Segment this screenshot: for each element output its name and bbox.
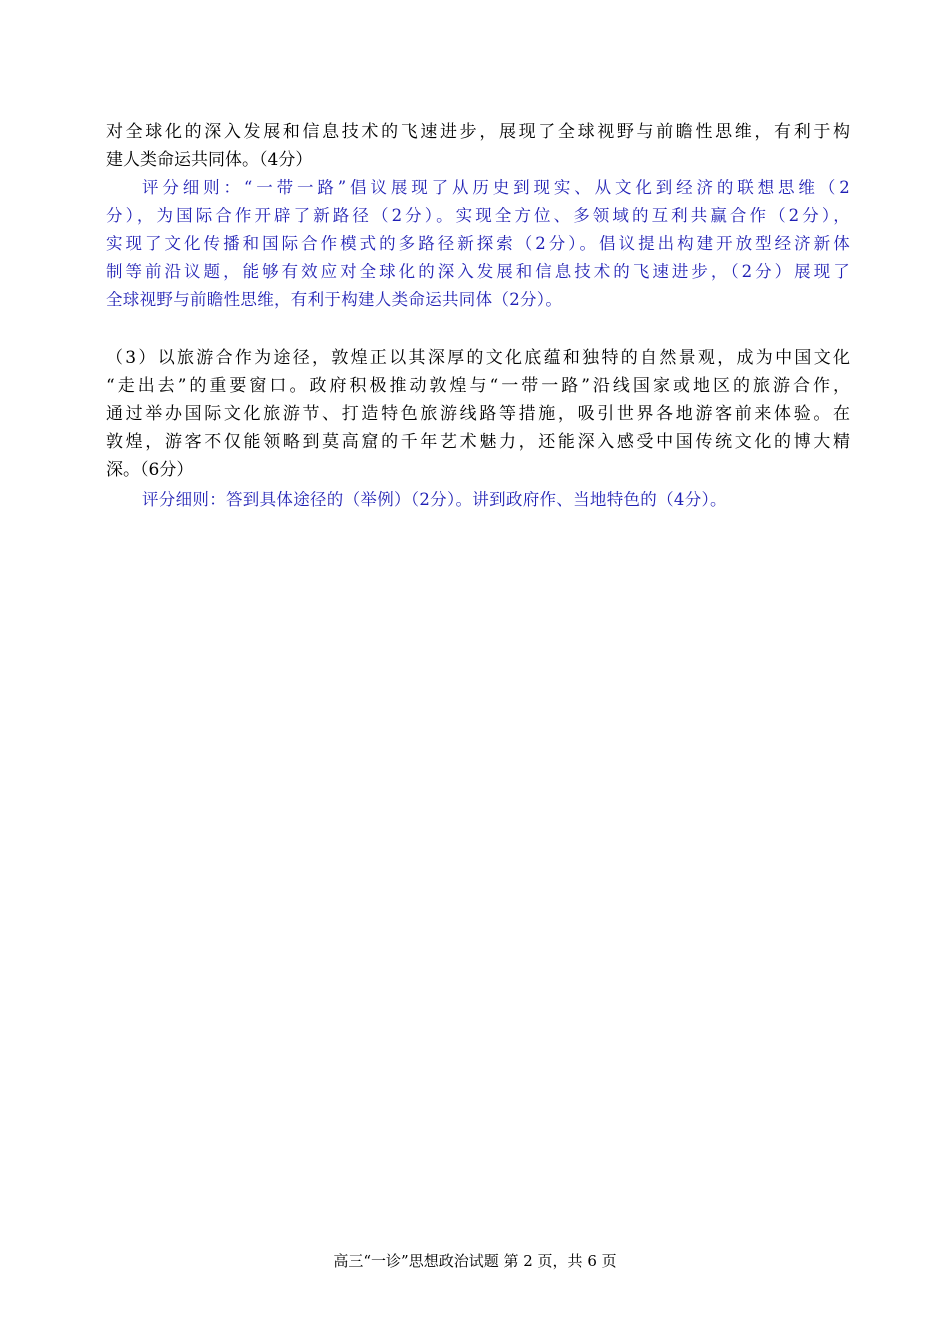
- rubric-text-line: 分），为国际合作开辟了新路径（2分）。实现全方位、多领域的互利共赢合作（2分），: [106, 206, 850, 225]
- rubric-section-3: [106, 486, 850, 514]
- rubric-section-2: [106, 174, 850, 314]
- answer-section-3: [106, 344, 850, 484]
- answer-text-line: 建人类命运共同体。（4分）: [106, 150, 313, 170]
- answer-text-line: 通过举办国际文化旅游节、打造特色旅游线路等措施，吸引世界各地游客前来体验。在: [106, 404, 850, 424]
- rubric-text-line: 评分细则：答到具体途径的（举例）（2分）。讲到政府作、当地特色的（4分）。: [142, 490, 727, 509]
- rubric-text-line: 实现了文化传播和国际合作模式的多路径新探索（2分）。倡议提出构建开放型经济新体: [106, 234, 850, 253]
- rubric-text-line: 制等前沿议题，能够有效应对全球化的深入发展和信息技术的飞速进步，（2分）展现了: [106, 262, 850, 281]
- answer-text-line: 敦煌，游客不仅能领略到莫高窟的千年艺术魅力，还能深入感受中国传统文化的博大精: [106, 432, 850, 452]
- answer-text-line: 对全球化的深入发展和信息技术的飞速进步，展现了全球视野与前瞻性思维，有利于构: [106, 122, 850, 142]
- answer-text-line: 深。（6分）: [106, 460, 194, 480]
- answer-section-2: [106, 118, 850, 174]
- answer-text-line: “走出去”的重要窗口。政府积极推动敦煌与“一带一路”沿线国家或地区的旅游合作，: [106, 376, 850, 396]
- page-footer: 高三“一诊”思想政治试题 第 2 页，共 6 页: [333, 1252, 617, 1270]
- answer-text-line: （3）以旅游合作为途径，敦煌正以其深厚的文化底蕴和独特的自然景观，成为中国文化: [106, 348, 850, 368]
- rubric-text-line: 全球视野与前瞻性思维，有利于构建人类命运共同体（2分）。: [106, 290, 563, 309]
- rubric-text-line: 评分细则：“一带一路”倡议展现了从历史到现实、从文化到经济的联想思维（2: [142, 178, 850, 197]
